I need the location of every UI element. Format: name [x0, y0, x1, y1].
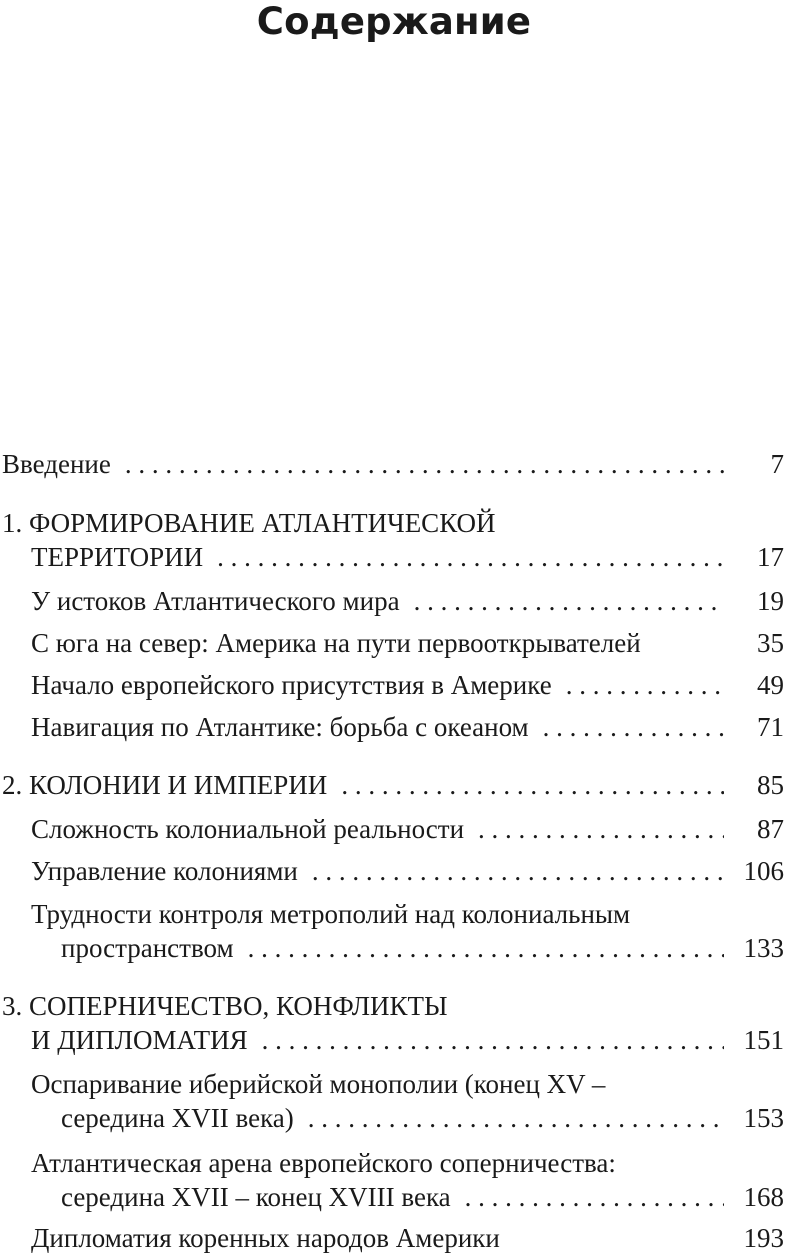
toc-chapter-1-heading[interactable] [0, 505, 788, 541]
toc-entry-page: 71 [757, 712, 784, 742]
toc-entry-title: Начало европейского присутствия в Америке [31, 670, 552, 700]
toc-section-3-1[interactable] [0, 1066, 788, 1102]
toc-entry-page: 153 [743, 1103, 784, 1133]
toc-entry-title: Оспаривание иберийской монополии (конец XV – [31, 1069, 606, 1099]
toc-section-1-3[interactable] [0, 667, 788, 703]
toc-section-3-2-cont[interactable] [0, 1179, 788, 1215]
toc-entry-title: Атлантическая арена европейского соперничества: [31, 1148, 616, 1178]
dot-leader [308, 1100, 724, 1136]
dot-leader [414, 583, 724, 619]
toc-chapter-3-heading[interactable] [0, 988, 788, 1024]
toc-section-2-3[interactable] [0, 896, 788, 932]
toc-entry-page: 168 [743, 1182, 784, 1212]
dot-leader [341, 767, 724, 803]
toc-entry-page: 151 [743, 1025, 784, 1055]
toc-entry-title: Сложность колониальной реальности [31, 814, 465, 844]
dot-leader [312, 853, 724, 889]
dot-leader [248, 930, 724, 966]
toc-section-1-2[interactable] [0, 625, 788, 661]
toc-section-3-1-cont[interactable] [0, 1100, 788, 1136]
toc-section-1-4[interactable] [0, 709, 788, 745]
toc-section-3-3[interactable] [0, 1220, 788, 1256]
toc-entry-page: 106 [743, 856, 784, 886]
page-title: Содержание [256, 0, 532, 43]
toc-entry-page: 133 [743, 933, 784, 963]
toc-entry-title: Управление колониями [31, 856, 298, 886]
toc-section-3-2[interactable] [0, 1145, 788, 1181]
toc-entry-title: Трудности контроля метрополий над колониальным [31, 899, 631, 929]
toc-section-2-3-cont[interactable] [0, 930, 788, 966]
dot-leader [478, 811, 724, 847]
toc-entry-page: 7 [770, 449, 784, 479]
toc-entry-page: 49 [757, 670, 784, 700]
toc-entry-page: 17 [757, 542, 784, 572]
toc-entry-title: И ДИПЛОМАТИЯ [31, 1025, 248, 1055]
toc-chapter-1-heading-cont[interactable] [0, 539, 788, 575]
toc-entry-title: Навигация по Атлантике: борьба с океаном [31, 712, 529, 742]
toc-chapter-3-heading-cont[interactable] [0, 1022, 788, 1058]
toc-entry-title: Дипломатия коренных народов Америки [31, 1223, 500, 1253]
toc-entry-title: ТЕРРИТОРИИ [31, 542, 204, 572]
toc-entry-title: С юга на север: Америка на пути первооткрывателей [31, 628, 641, 658]
toc-entry-page: 35 [757, 628, 784, 658]
toc-entry-title: 3. СОПЕРНИЧЕСТВО, КОНФЛИКТЫ [2, 991, 448, 1021]
toc-entry-page: 19 [757, 586, 784, 616]
toc-entry-page: 87 [757, 814, 784, 844]
toc-section-2-1[interactable] [0, 811, 788, 847]
dot-leader [262, 1022, 724, 1058]
toc-entry-title: середина XVII века) [61, 1103, 294, 1133]
toc-section-1-1[interactable] [0, 583, 788, 619]
toc-chapter-2-heading[interactable] [0, 767, 788, 803]
toc-entry-title: 1. ФОРМИРОВАНИЕ АТЛАНТИЧЕСКОЙ [2, 508, 496, 538]
toc-entry-title: пространством [61, 933, 234, 963]
toc-entry-title: У истоков Атлантического мира [31, 586, 400, 616]
dot-leader [566, 667, 724, 703]
dot-leader [543, 709, 724, 745]
toc-section-2-2[interactable] [0, 853, 788, 889]
toc-entry-page: 193 [743, 1223, 784, 1253]
toc-entry-title: середина XVII – конец XVIII века [61, 1182, 451, 1212]
dot-leader [125, 446, 724, 482]
toc-entry-page: 85 [757, 770, 784, 800]
toc-entry-title: 2. КОЛОНИИ И ИМПЕРИИ [2, 770, 328, 800]
dot-leader [217, 539, 724, 575]
dot-leader [465, 1179, 724, 1215]
toc-entry-title: Введение [2, 449, 111, 479]
toc-entry-introduction[interactable] [0, 446, 788, 482]
